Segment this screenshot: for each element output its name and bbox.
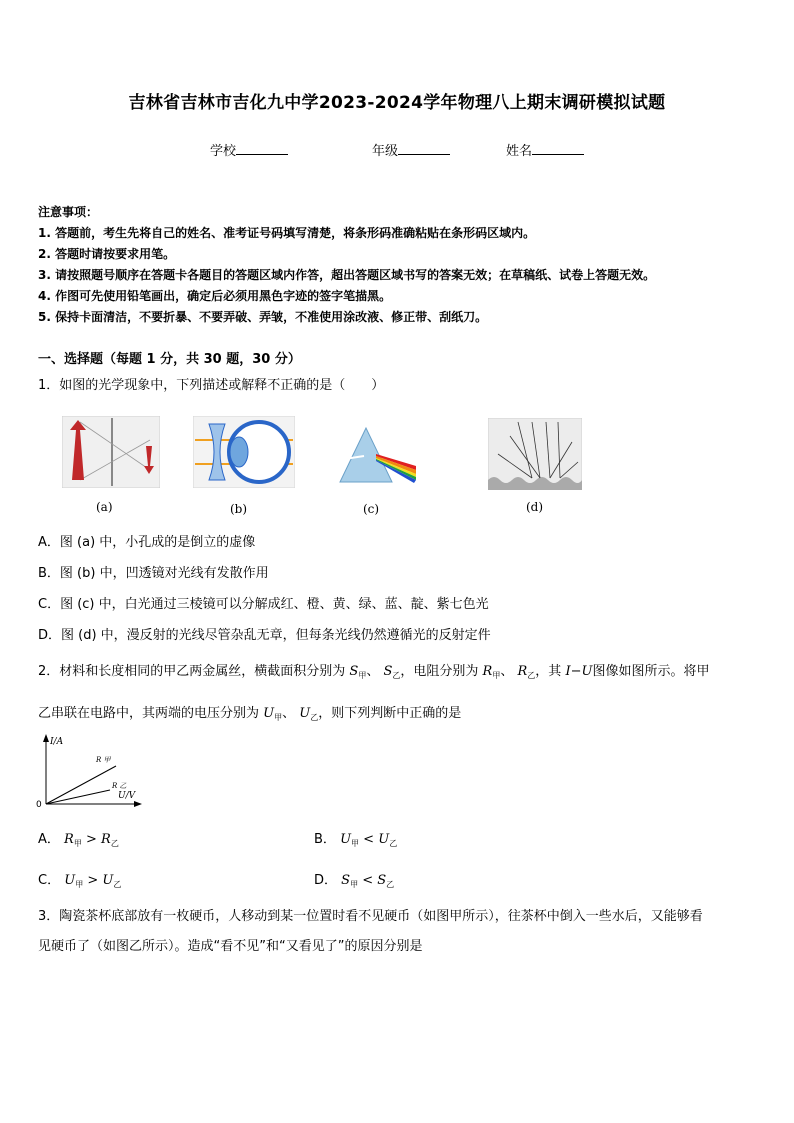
school-blank <box>236 143 288 155</box>
q1-option-d: D．图 (d) 中，漫反射的光线尽管杂乱无章，但每条光线仍然遵循光的反射定件 <box>38 628 491 643</box>
q2-option-d: D． $S_甲 < S_乙$ <box>314 873 395 889</box>
school-label: 学校 <box>210 144 237 159</box>
q1-option-b: B．图 (b) 中，凹透镜对光线有发散作用 <box>38 566 269 581</box>
exam-title: 吉林省吉林市吉化九中学2023-2024学年物理八上期末调研模拟试题 <box>128 93 666 113</box>
name-field <box>506 140 584 159</box>
line-b-label: R 乙 <box>112 782 127 790</box>
q3-line2: 见硬币了（如图乙所示）。造成“看不见”和“又看见了”的原因分别是 <box>38 939 423 954</box>
name-blank <box>532 143 584 155</box>
q2-line2: 乙串联在电路中，其两端的电压分别为 $U_甲$、 $U_乙$，则下列判断中正确的是 <box>38 706 462 722</box>
q1-option-a: A．图 (a) 中，小孔成的是倒立的虚像 <box>38 535 256 550</box>
grade-label: 年级 <box>372 144 399 159</box>
q2-option-b: B． $U_甲 < U_乙$ <box>314 832 398 848</box>
q1-stem: 1．如图的光学现象中，下列描述或解释不正确的是（ ） <box>38 378 385 393</box>
figure-caption: (a) <box>96 500 113 514</box>
figure-caption: (b) <box>230 502 248 516</box>
prism-figure <box>338 426 418 484</box>
q3-line1: 3．陶瓷茶杯底部放有一枚硬币，人移动到某一位置时看不见硬币（如图甲所示），往茶杯中倒入一些水后，又能够看 <box>38 909 703 924</box>
figure-caption: (d) <box>526 500 544 514</box>
x-axis-label: U/V <box>118 791 136 801</box>
notice-item: 4. 作图可先使用铅笔画出，确定后必须用黑色字迹的签字笔描黑。 <box>38 289 392 303</box>
notice-item: 5. 保持卡面清洁，不要折暴、不要弄破、弄皱，不准使用涂改液、修正带、刮纸刀。 <box>38 310 488 324</box>
concave-lens-figure <box>193 416 295 488</box>
notice-item: 2. 答题时请按要求用笔。 <box>38 247 176 261</box>
q1-option-c: C．图 (c) 中，白光通过三棱镜可以分解成红、橙、黄、绿、蓝、靛、紫七色光 <box>38 597 489 612</box>
grade-blank <box>398 143 450 155</box>
origin-label: 0 <box>36 800 42 810</box>
school-field <box>210 140 288 159</box>
figure-caption: (c) <box>363 502 380 516</box>
y-axis-label: I/A <box>50 737 64 747</box>
pinhole-figure <box>62 416 160 488</box>
diffuse-reflection-figure <box>488 418 582 490</box>
q2-line1: 2．材料和长度相同的甲乙两金属丝，横截面积分别为 $S_甲$、 $S_乙$，电阻分别为 $R_甲$、 $R_乙$，其 I−U图像如图所示。将甲 <box>38 664 710 680</box>
name-label: 姓名 <box>506 144 533 159</box>
iu-graph <box>34 732 144 812</box>
notice-item: 3. 请按照题号顺序在答题卡各题目的答题区域内作答，超出答题区域书写的答案无效；在草稿纸、试卷上答题无效。 <box>38 268 656 282</box>
notice-item: 1. 答题前，考生先将自己的姓名、准考证号码填写清楚，将条形码准确粘贴在条形码区域内。 <box>38 226 536 240</box>
q2-option-c: C． $U_甲 > U_乙$ <box>38 873 122 889</box>
notice-heading: 注意事项： <box>38 205 99 219</box>
grade-field <box>372 140 450 159</box>
q2-option-a: A． $R_甲 > R_乙$ <box>38 832 119 848</box>
line-a-label: R 甲 <box>96 756 111 764</box>
section-heading: 一、选择题（每题 1 分，共 30 题，30 分） <box>38 352 301 367</box>
